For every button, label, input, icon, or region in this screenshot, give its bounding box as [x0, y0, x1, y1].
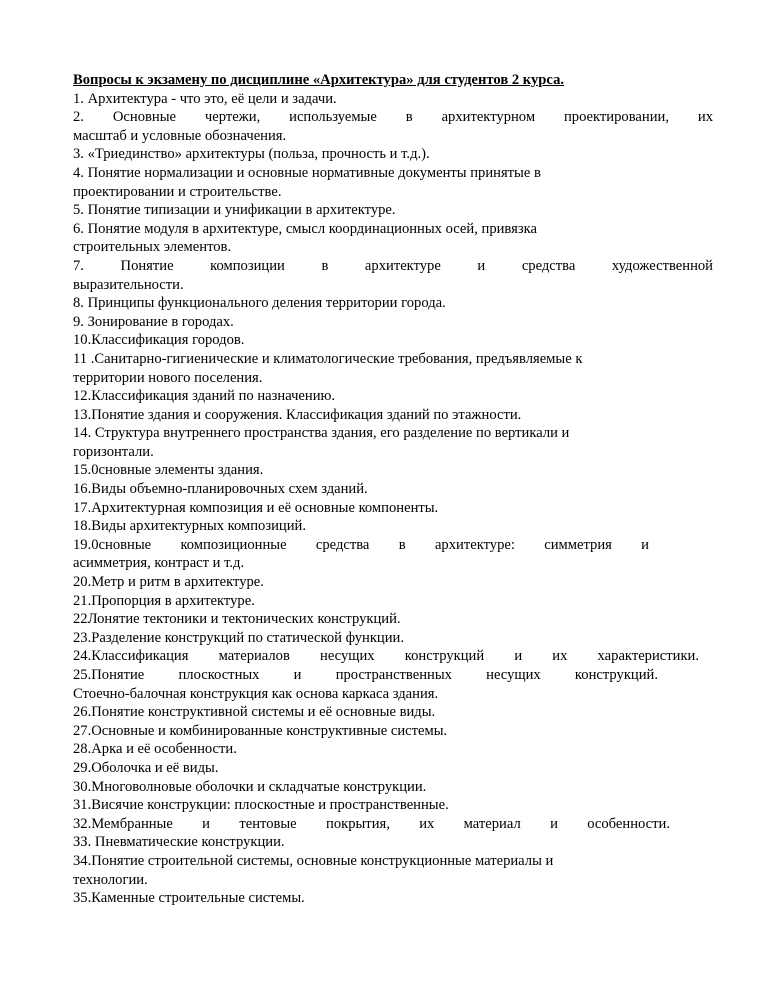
question-line: 23.Разделение конструкций по статической функции.: [73, 629, 405, 646]
question-line: 29.Оболочка и её виды.: [73, 759, 219, 776]
question-line: технологии.: [73, 871, 148, 888]
question-line: Стоечно-балочная конструкция как основа каркаса здания.: [73, 685, 439, 702]
question-line: 31.Висячие конструкции: плоскостные и пространственные.: [73, 797, 449, 814]
question-line: 7. Понятие композиции в архитектуре и средства художественной: [73, 257, 713, 274]
question-line: 5. Понятие типизации и унификации в архитектуре.: [73, 202, 396, 219]
question-line: 10.Классификация городов.: [73, 332, 245, 349]
question-line: 26.Понятие конструктивной системы и её основные виды.: [73, 704, 436, 721]
question-line: 15.0сновные элементы здания.: [73, 462, 264, 479]
question-line: 13.Понятие здания и сооружения. Классификация зданий по этажности.: [73, 406, 522, 423]
question-line: 14. Структура внутреннего пространства здания, его разделение по вертикали и: [73, 425, 570, 442]
question-line: 12.Классификация зданий по назначению.: [73, 388, 336, 405]
question-line: 17.Архитектурная композиция и её основные компоненты.: [73, 499, 439, 516]
question-line: 1. Архитектура - что это, её цели и задачи.: [73, 90, 337, 107]
question-line: 25.Понятие плоскостных и пространственных несущих конструкций.: [73, 667, 658, 683]
document-title: Вопросы к экзамену по дисциплине «Архитектура» для студентов 2 курса.: [73, 72, 565, 88]
question-line: 30.Многоволновые оболочки и складчатые конструкции.: [73, 778, 427, 795]
question-line: выразительности.: [73, 276, 184, 293]
question-line: проектировании и строительстве.: [73, 183, 282, 200]
question-line: 21.Пропорция в архитектуре.: [73, 592, 255, 609]
question-line: 24.Классификация материалов несущих конструкций и их характеристики.: [73, 648, 699, 665]
question-line: масштаб и условные обозначения.: [73, 127, 287, 144]
question-line: 8. Принципы функционального деления территории города.: [73, 295, 446, 312]
question-line: строительных элементов.: [73, 239, 232, 256]
question-line: территории нового поселения.: [73, 369, 263, 386]
question-line: 4. Понятие нормализации и основные нормативные документы принятые в: [73, 164, 541, 181]
question-line: 6. Понятие модуля в архитектуре, смысл координационных осей, привязка: [73, 220, 537, 237]
question-line: 22Лонятие тектоники и тектонических конструкций.: [73, 611, 401, 628]
question-line: 20.Метр и ритм в архитектуре.: [73, 574, 264, 591]
question-line: 32.Мембранные и тентовые покрытия, их материал и особенности.: [73, 815, 670, 832]
question-line: 11 .Санитарно-гигиенические и климатологические требования, предъявляемые к: [73, 350, 583, 367]
question-line: ЗЗ. Пневматические конструкции.: [73, 834, 285, 851]
exam-questions-document: [73, 71, 713, 908]
question-line: 19.0сновные композиционные средства в архитектуре: симметрия и: [73, 536, 649, 553]
question-line: 9. Зонирование в городах.: [73, 313, 234, 330]
question-line: 34.Понятие строительной системы, основные конструкционные материалы и: [73, 852, 554, 869]
question-line: 3. «Триединство» архитектуры (польза, прочность и т.д.).: [73, 146, 430, 163]
question-line: 27.Основные и комбинированные конструктивные системы.: [73, 722, 448, 739]
question-line: 35.Каменные строительные системы.: [73, 890, 305, 907]
question-line: горизонтали.: [73, 443, 154, 460]
question-line: 2. Основные чертежи, используемые в архитектурном проектировании, их: [73, 109, 713, 126]
question-line: асимметрия, контраст и т.д.: [73, 555, 245, 572]
question-line: 28.Арка и её особенности.: [73, 741, 237, 758]
question-line: 18.Виды архитектурных композиций.: [73, 518, 307, 535]
question-line: 16.Виды объемно-планировочных схем зданий.: [73, 481, 368, 498]
